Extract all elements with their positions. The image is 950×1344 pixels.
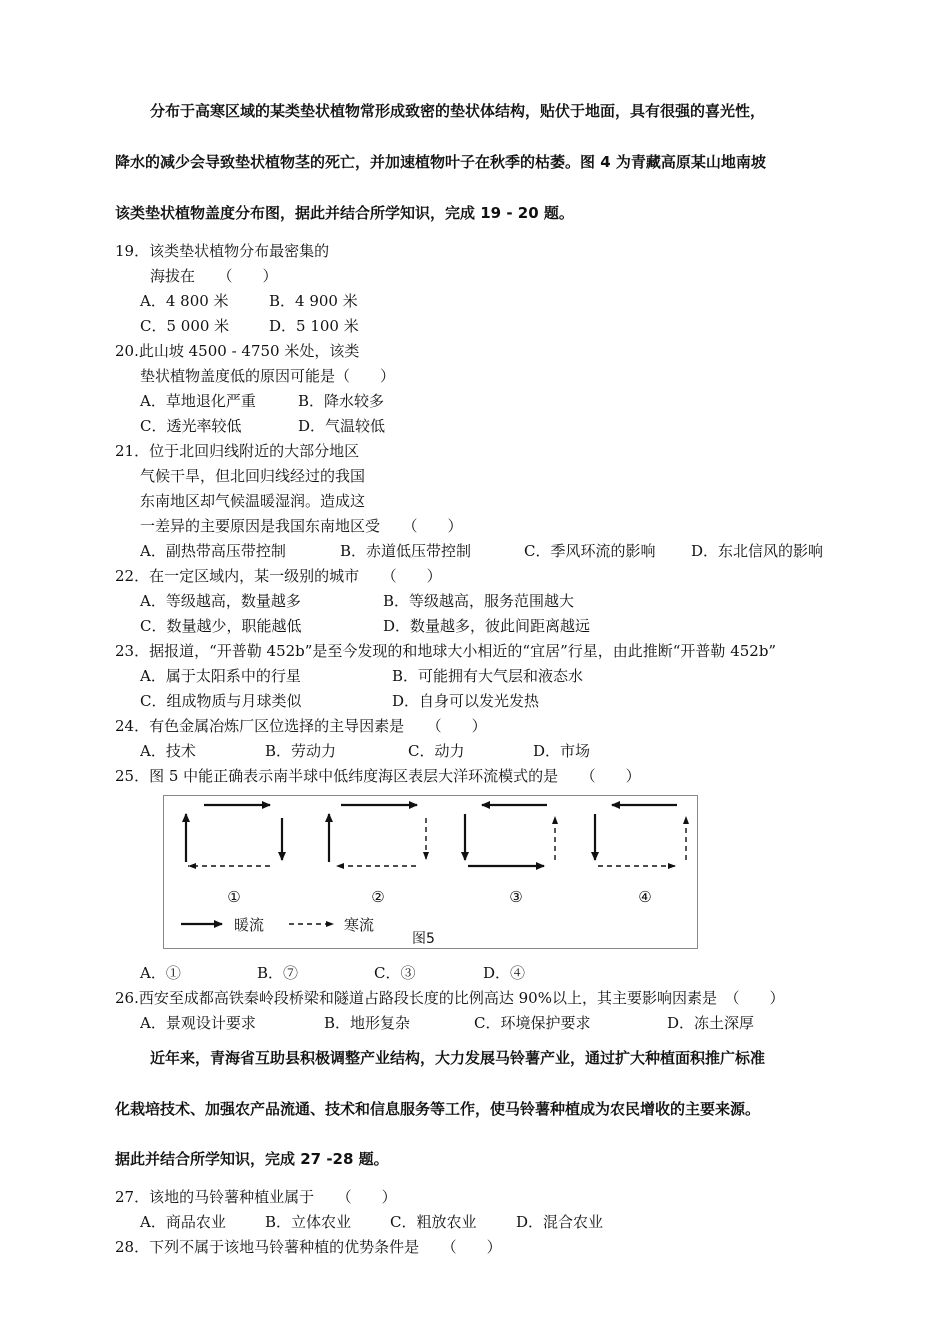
q23-option-c[interactable]: C．组成物质与月球类似 bbox=[140, 692, 302, 710]
q26-option-a[interactable]: A．景观设计要求 bbox=[140, 1014, 256, 1032]
q24-option-b[interactable]: B．劳动力 bbox=[265, 742, 337, 760]
q27-option-d[interactable]: D．混合农业 bbox=[516, 1213, 604, 1231]
figure-5-ocean-circulation bbox=[163, 795, 698, 949]
figure-5-drawing bbox=[164, 796, 697, 948]
pattern-1-arrows bbox=[186, 805, 282, 866]
intro2-line2: 化栽培技术、加强农产品流通、技术和信息服务等工作，使马铃薯种植成为农民增收的主要来源。 bbox=[115, 1100, 761, 1118]
q26-stem: 26.西安至成都高铁秦岭段桥梁和隧道占路段长度的比例高达 90%以上，其主要影响因素是 （ ） bbox=[115, 989, 785, 1007]
q23-option-a[interactable]: A．属于太阳系中的行星 bbox=[140, 667, 301, 685]
q20-option-b[interactable]: B．降水较多 bbox=[298, 392, 385, 410]
q23-option-b[interactable]: B．可能拥有大气层和液态水 bbox=[392, 667, 584, 685]
q25-option-b[interactable]: B．⑦ bbox=[257, 964, 299, 982]
q20-option-a[interactable]: A．草地退化严重 bbox=[140, 392, 256, 410]
q20-option-d[interactable]: D．气温较低 bbox=[298, 417, 386, 435]
q21-option-c[interactable]: C．季风环流的影响 bbox=[524, 542, 656, 560]
intro2-line3: 据此并结合所学知识，完成 27 -28 题。 bbox=[115, 1150, 389, 1168]
q26-option-b[interactable]: B．地形复杂 bbox=[324, 1014, 411, 1032]
q20-option-c[interactable]: C．透光率较低 bbox=[140, 417, 242, 435]
q23-stem: 23．据报道，“开普勒 452b”是至今发现的和地球大小相近的“宜居”行星，由此推断“开普勒 452b” bbox=[115, 642, 777, 660]
q24-option-c[interactable]: C．动力 bbox=[408, 742, 465, 760]
pattern-2-label: ② bbox=[371, 888, 385, 906]
q22-stem: 22．在一定区域内，某一级别的城市 （ ） bbox=[115, 567, 442, 585]
pattern-4-arrows bbox=[595, 805, 686, 866]
pattern-4-label: ④ bbox=[638, 888, 652, 906]
q20-stem-line2: 垫状植物盖度低的原因可能是（ ） bbox=[140, 367, 396, 385]
pattern-2-arrows bbox=[329, 805, 426, 866]
q22-option-c[interactable]: C．数量越少，职能越低 bbox=[140, 617, 302, 635]
q26-option-d[interactable]: D．冻土深厚 bbox=[667, 1014, 755, 1032]
intro2-line1: 近年来，青海省互助县积极调整产业结构，大力发展马铃薯产业，通过扩大种植面积推广标准 bbox=[150, 1049, 766, 1067]
q24-option-d[interactable]: D．市场 bbox=[533, 742, 591, 760]
q27-option-b[interactable]: B．立体农业 bbox=[265, 1213, 352, 1231]
q19-option-a[interactable]: A．4 800 米 bbox=[140, 292, 229, 310]
q26-option-c[interactable]: C．环境保护要求 bbox=[474, 1014, 591, 1032]
q27-stem: 27．该地的马铃薯种植业属于 （ ） bbox=[115, 1188, 397, 1206]
q25-option-d[interactable]: D．④ bbox=[483, 964, 526, 982]
q21-option-a[interactable]: A．副热带高压带控制 bbox=[140, 542, 286, 560]
pattern-1-label: ① bbox=[227, 888, 241, 906]
q22-option-a[interactable]: A．等级越高，数量越多 bbox=[140, 592, 301, 610]
pattern-3-arrows bbox=[465, 805, 555, 866]
pattern-3-label: ③ bbox=[509, 888, 523, 906]
legend-warm-label: 暖流 bbox=[234, 916, 265, 934]
q20-stem-line1: 20.此山坡 4500 - 4750 米处，该类 bbox=[115, 342, 360, 360]
q23-option-d[interactable]: D．自身可以发光发热 bbox=[392, 692, 540, 710]
q21-option-b[interactable]: B．赤道低压带控制 bbox=[340, 542, 472, 560]
q25-option-c[interactable]: C．③ bbox=[374, 964, 416, 982]
legend-cold-label: 寒流 bbox=[344, 916, 375, 934]
intro1-line1: 分布于高寒区域的某类垫状植物常形成致密的垫状体结构，贴伏于地面，具有很强的喜光性， bbox=[150, 102, 766, 120]
q19-stem-line2: 海拔在 （ ） bbox=[150, 267, 278, 285]
q21-stem-line2: 气候干旱，但北回归线经过的我国 bbox=[140, 467, 366, 485]
q25-stem: 25．图 5 中能正确表示南半球中低纬度海区表层大洋环流模式的是 （ ） bbox=[115, 767, 641, 785]
q21-stem-line1: 21．位于北回归线附近的大部分地区 bbox=[115, 442, 360, 460]
q19-option-b[interactable]: B．4 900 米 bbox=[269, 292, 358, 310]
q24-stem: 24．有色金属冶炼厂区位选择的主导因素是 （ ） bbox=[115, 717, 487, 735]
q27-option-a[interactable]: A．商品农业 bbox=[140, 1213, 226, 1231]
q22-option-b[interactable]: B．等级越高，服务范围越大 bbox=[383, 592, 575, 610]
q21-stem-line3: 东南地区却气候温暖湿润。造成这 bbox=[140, 492, 366, 510]
intro1-line2: 降水的减少会导致垫状植物茎的死亡，并加速植物叶子在秋季的枯萎。图 4 为青藏高原某山地南坡 bbox=[115, 153, 766, 171]
q25-option-a[interactable]: A．① bbox=[140, 964, 181, 982]
figure-5-caption: 图5 bbox=[412, 931, 435, 947]
q19-stem-line1: 19．该类垫状植物分布最密集的 bbox=[115, 242, 330, 260]
q28-stem: 28．下列不属于该地马铃薯种植的优势条件是 （ ） bbox=[115, 1238, 502, 1256]
q19-option-d[interactable]: D．5 100 米 bbox=[269, 317, 359, 335]
intro1-line3: 该类垫状植物盖度分布图，据此并结合所学知识，完成 19 - 20 题。 bbox=[115, 204, 574, 222]
q19-option-c[interactable]: C．5 000 米 bbox=[140, 317, 230, 335]
q24-option-a[interactable]: A．技术 bbox=[140, 742, 196, 760]
q21-option-d[interactable]: D．东北信风的影响 bbox=[691, 542, 824, 560]
q21-stem-line4: 一差异的主要原因是我国东南地区受 （ ） bbox=[140, 517, 463, 535]
q22-option-d[interactable]: D．数量越多，彼此间距离越远 bbox=[383, 617, 591, 635]
q27-option-c[interactable]: C．粗放农业 bbox=[390, 1213, 477, 1231]
